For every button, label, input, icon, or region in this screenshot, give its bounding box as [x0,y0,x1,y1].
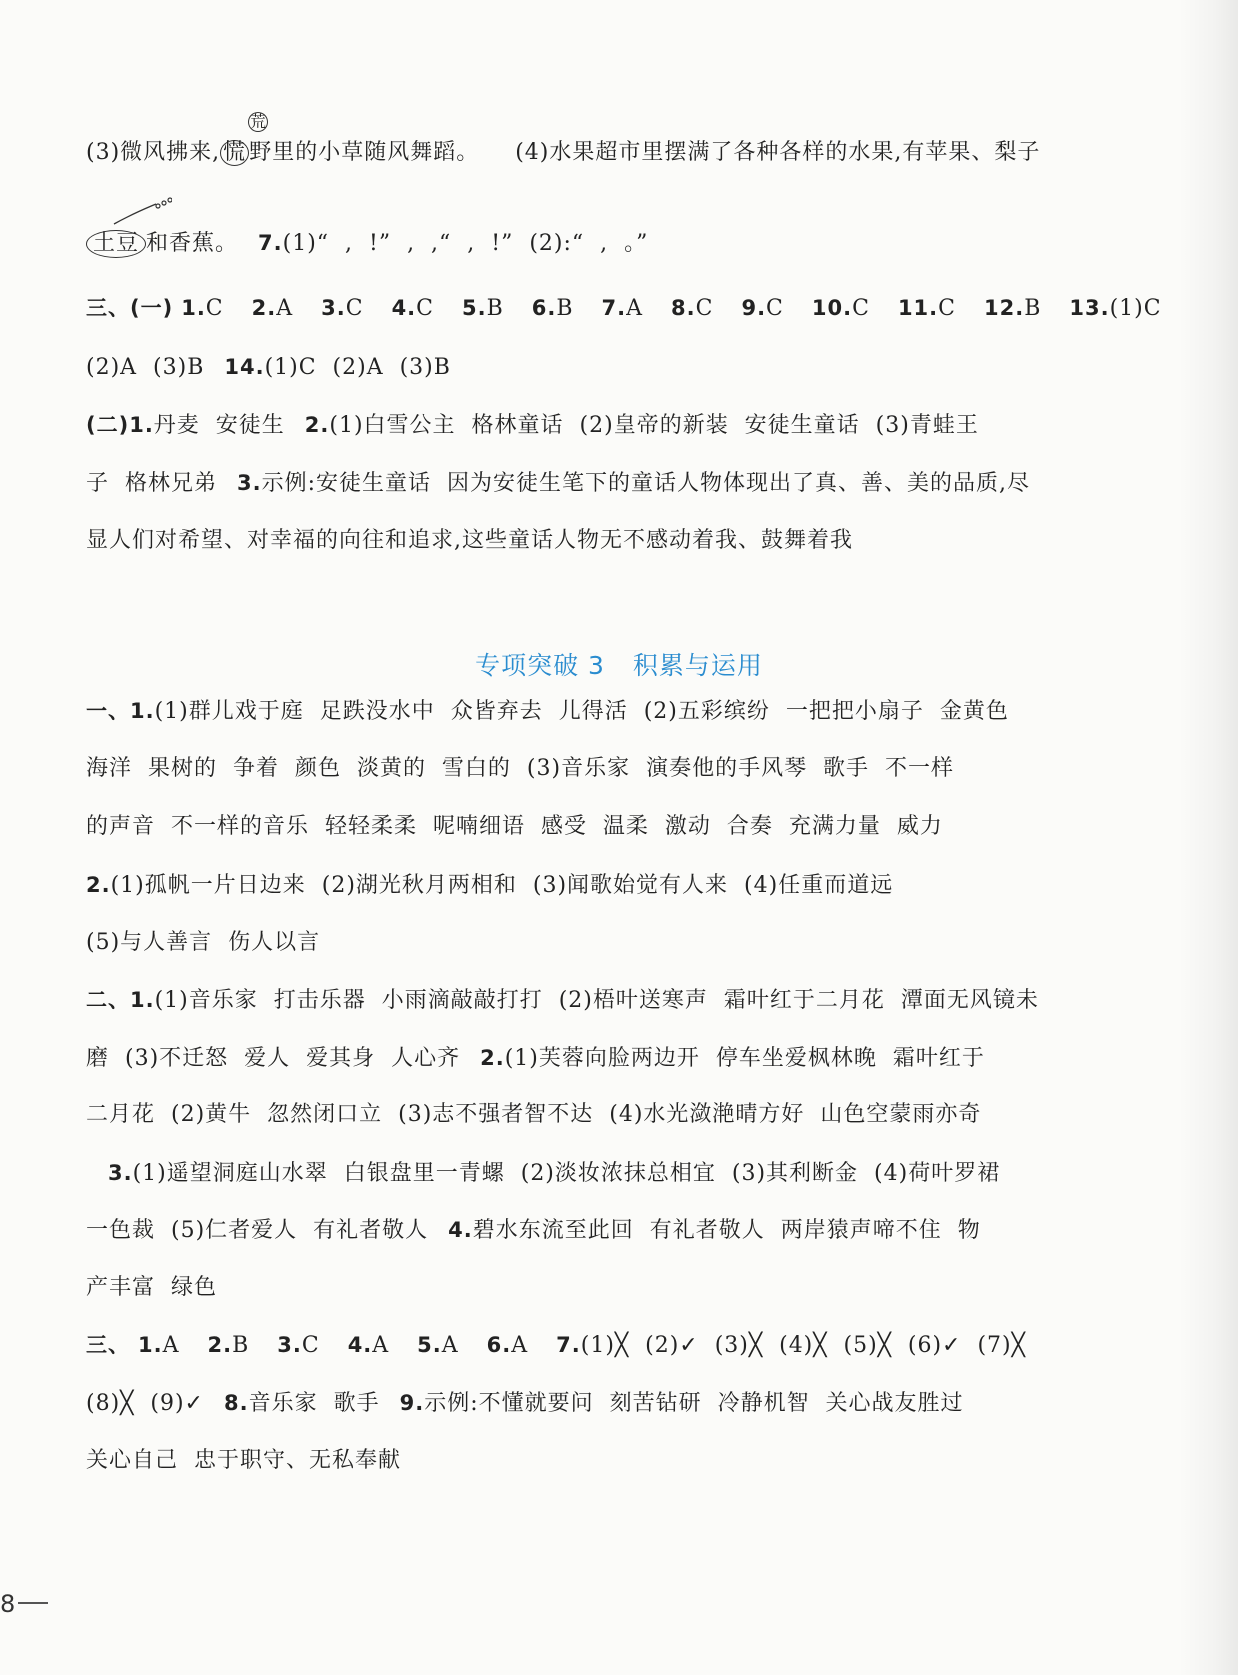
s2-line-1: 二、1.(1)音乐家 打击乐器 小雨滴敲敲打打 (2)梧叶送寒声 霜叶红于二月花 潭面无风镜未 [86,988,1039,1013]
line-4: (2)A (3)B 14.(1)C (2)A (3)B [86,355,451,380]
s2-line-3: 二月花 (2)黄牛 忽然闭口立 (3)志不强者智不达 (4)水光潋滟晴方好 山色空蒙雨亦奇 [86,1102,982,1127]
s1-line-4: 2.(1)孤帆一片日边来 (2)湖光秋月两相和 (3)闻歌始觉有人来 (4)任重而道远 [86,873,894,898]
s2-line-5: 一色裁 (5)仁者爱人 有礼者敬人 4.碧水东流至此回 有礼者敬人 两岸猿声啼不住 物 [86,1218,981,1243]
line-6: 子 格林兄弟 3.示例:安徒生童话 因为安徒生笔下的童话人物体现出了真、善、美的品质,尽 [86,471,1030,496]
line-5: (二)1.丹麦 安徒生 2.(1)白雪公主 格林童话 (2)皇帝的新装 安徒生童话 (3)青蛙王 [86,413,979,438]
page-edge-shadow [1178,0,1238,1675]
circled-wrong-word: 土豆 [86,230,146,258]
page-number: 8 [0,1590,16,1618]
s1-line-2: 海洋 果树的 争着 颜色 淡黄的 雪白的 (3)音乐家 演奏他的手风琴 歌手 不一样 [86,756,955,781]
s2-line-2: 磨 (3)不迁怒 爱人 爱其身 人心齐 2.(1)芙蓉向脸两边开 停车坐爱枫林晚 霜叶红于 [86,1046,985,1071]
s2-line-4: 3.(1)遥望洞庭山水翠 白银盘里一青螺 (2)淡妆浓抹总相宜 (3)其利断金 (4)荷叶罗裙 [108,1161,1001,1186]
s1-line-1: 一、1.(1)群儿戏于庭 足跌没水中 众皆弃去 儿得活 (2)五彩缤纷 一把把小扇子 金黄色 [86,699,1009,724]
s1-line-3: 的声音 不一样的音乐 轻轻柔柔 呢喃细语 感受 温柔 激动 合奏 充满力量 威力 [86,814,943,839]
page-number-dash [18,1602,48,1604]
s3-line-2: (8)╳ (9)✓ 8.音乐家 歌手 9.示例:不懂就要问 刻苦钻研 冷静机智 关心战友胜过 [86,1391,964,1416]
line-3: 三、(一) 1.C 2.A 3.C 4.C 5.B 6.B 7.A 8.C 9.C 10.C 11.C 12.B 13.(1)C [86,296,1162,321]
line-2: 土豆 和香蕉。 7.(1)“ , !” , ,“ , !” (2):“ , 。” [86,228,648,259]
s3-line-3: 关心自己 忠于职守、无私奉献 [86,1448,401,1473]
s3-line-1: 三、 1.A 2.B 3.C 4.A 5.A 6.A 7.(1)╳ (2)✓ (3)╳ (4)╳ (5)╳ (6)✓ (7)╳ [86,1333,1026,1358]
s1-line-5: (5)与人善言 伤人以言 [86,930,321,955]
section-title: 专项突破 3 积累与运用 [475,651,763,680]
s2-line-6: 产丰富 绿色 [86,1275,217,1300]
correction-squiggle-icon [112,196,172,226]
circled-wrong-char: 慌 [220,140,249,166]
line-1: (3)微风拂来, 慌 野里的小草随风舞蹈。 (4)水果超市里摆满了各种各样的水果,有苹果、梨子 [86,140,1041,165]
correction-char: 荒 [250,112,267,131]
line-7: 显人们对希望、对幸福的向往和追求,这些童话人物无不感动着我、鼓舞着我 [86,528,853,553]
